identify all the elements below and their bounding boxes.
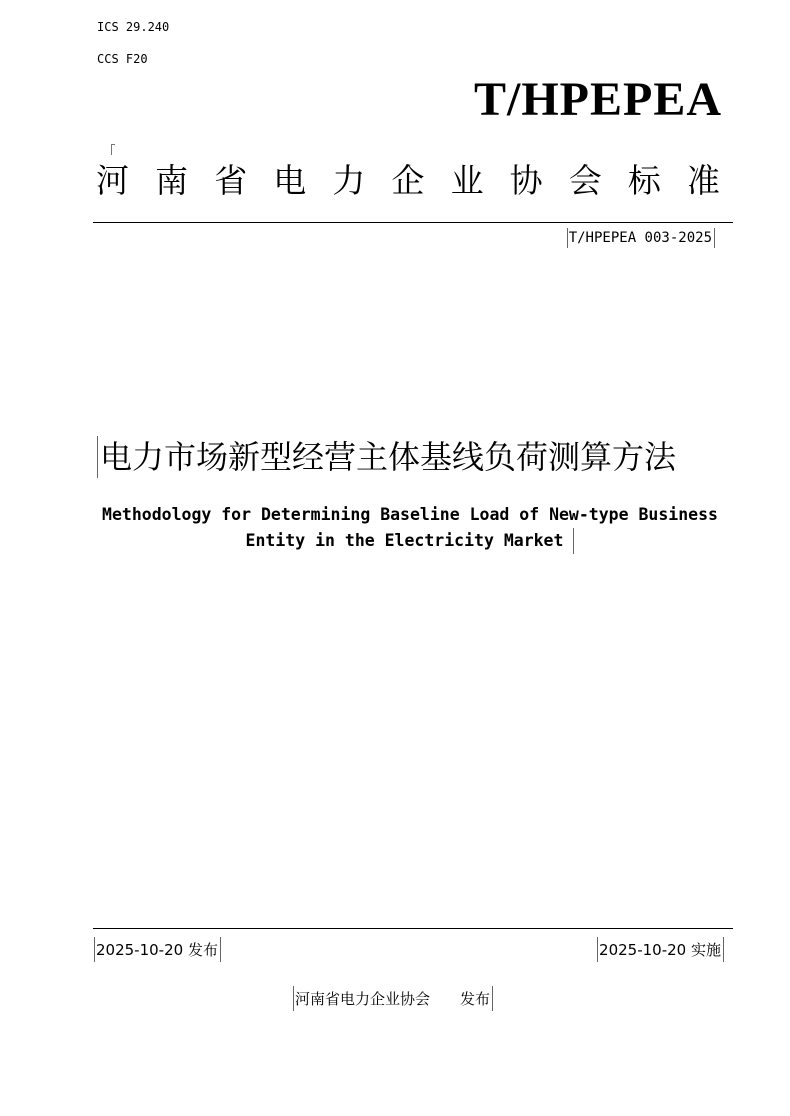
standard-number: T/HPEPEA 003-2025 bbox=[567, 228, 715, 248]
standard-title-char: 企 bbox=[391, 160, 425, 200]
publish-date: 2025-10-20 发布 bbox=[94, 937, 221, 962]
corner-mark bbox=[111, 144, 115, 155]
standard-title-char: 会 bbox=[568, 160, 602, 200]
standard-title-char: 电 bbox=[273, 160, 307, 200]
standard-title-char: 标 bbox=[627, 160, 661, 200]
header-divider bbox=[93, 222, 733, 223]
publisher-action: 发布 bbox=[460, 990, 491, 1008]
document-title-en bbox=[60, 502, 760, 554]
standard-title-char: 河 bbox=[96, 160, 129, 200]
publisher-line bbox=[293, 986, 493, 1011]
standard-title-char: 业 bbox=[450, 160, 484, 200]
standard-title-char: 南 bbox=[155, 160, 189, 200]
implement-date: 2025-10-20 实施 bbox=[597, 937, 724, 962]
standard-title-char: 力 bbox=[332, 160, 366, 200]
footer-divider bbox=[93, 928, 733, 929]
organization-code: T/HPEPEA bbox=[473, 73, 722, 126]
standard-category-title bbox=[96, 158, 720, 202]
title-en-line2: Entity in the Electricity Market bbox=[246, 528, 575, 554]
ics-code: ICS 29.240 bbox=[97, 20, 170, 34]
standard-title-char: 省 bbox=[214, 160, 248, 200]
publisher-name: 河南省电力企业协会 bbox=[295, 990, 431, 1008]
standard-title-char: 协 bbox=[509, 160, 543, 200]
document-title-cn: 电力市场新型经营主体基线负荷测算方法 bbox=[97, 436, 676, 478]
title-en-line1: Methodology for Determining Baseline Load of New-type Business bbox=[102, 505, 718, 524]
ccs-code: CCS F20 bbox=[97, 52, 148, 66]
standard-title-char: 准 bbox=[686, 160, 720, 200]
